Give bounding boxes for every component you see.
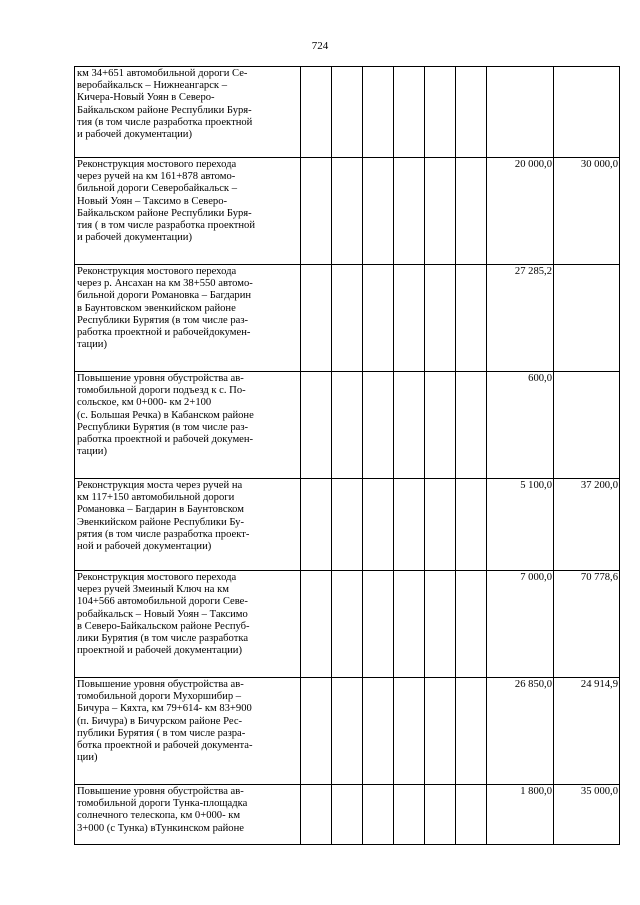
empty-cell	[394, 158, 425, 265]
empty-cell	[332, 479, 363, 571]
row-description-text: Повышение уровня обустройства ав- томобильной дороги подъезд к с. По- сольское, км 0+000- км 2+100 (с. Большая Речка) в Кабанском районе Республики Бурятия (в том числе раз- работка проектной и рабочей докумен- тации)	[77, 373, 254, 458]
empty-cell	[301, 479, 332, 571]
table-row	[75, 372, 620, 479]
value-cell-1	[487, 67, 554, 158]
table-row	[75, 678, 620, 785]
empty-cell	[301, 678, 332, 785]
empty-cell	[456, 479, 487, 571]
row-description	[75, 479, 301, 571]
row-description-text: Реконструкция моста через ручей на км 117+150 автомобильной дороги Романовка – Багдарин в Баунтовском Эвенкийском районе Республики Бу- рятия (в том числе разработка проект- ной и рабочей документации)	[77, 480, 250, 553]
empty-cell	[332, 158, 363, 265]
value-cell-1: 600,0	[487, 372, 554, 479]
row-description	[75, 265, 301, 372]
table-row	[75, 785, 620, 845]
empty-cell	[394, 372, 425, 479]
row-description	[75, 785, 301, 845]
table-row	[75, 67, 620, 158]
empty-cell	[332, 67, 363, 158]
budget-table	[74, 66, 620, 845]
value-cell-1: 1 800,0	[487, 785, 554, 845]
empty-cell	[363, 479, 394, 571]
empty-cell	[301, 571, 332, 678]
row-description-text: Повышение уровня обустройства ав- томобильной дороги Тунка-площадка солнечного телескопа, км 0+000- км 3+000 (с Тунка) вТункинском районе	[77, 786, 248, 834]
empty-cell	[456, 571, 487, 678]
row-description-text: Реконструкция мостового перехода через р. Ансахан на км 38+550 автомо- бильной дороги Романовка – Багдарин в Баунтовском эвенкийском районе Республики Бурятия (в том числе раз- работка проектной и рабочейдокумен- тации)	[77, 266, 253, 351]
row-description	[75, 678, 301, 785]
value-cell-2	[554, 372, 620, 479]
value-cell-2: 37 200,0	[554, 479, 620, 571]
empty-cell	[301, 265, 332, 372]
page-number: 724	[311, 40, 329, 52]
value-cell-1: 20 000,0	[487, 158, 554, 265]
value-cell-2: 35 000,0	[554, 785, 620, 845]
row-description	[75, 158, 301, 265]
empty-cell	[425, 372, 456, 479]
empty-cell	[363, 372, 394, 479]
empty-cell	[332, 571, 363, 678]
row-description	[75, 571, 301, 678]
table-row	[75, 571, 620, 678]
value-cell-1: 27 285,2	[487, 265, 554, 372]
table-row	[75, 479, 620, 571]
empty-cell	[394, 265, 425, 372]
empty-cell	[456, 67, 487, 158]
empty-cell	[456, 785, 487, 845]
empty-cell	[425, 479, 456, 571]
row-description-text: Реконструкция мостового перехода через ручей Змеиный Ключ на км 104+566 автомобильной дороги Севе- робайкальск – Новый Уоян – Таксимо в Северо-Байкальском районе Респуб- лики Бурятия (в том числе разработка проектной и рабочей документации)	[77, 572, 250, 657]
value-cell-2: 24 914,9	[554, 678, 620, 785]
empty-cell	[363, 158, 394, 265]
value-cell-1: 7 000,0	[487, 571, 554, 678]
row-description-text: Повышение уровня обустройства ав- томобильной дороги Мухоршибир – Бичура – Кяхта, км 79+614- км 83+900 (п. Бичура) в Бичурском районе Рес- публики Бурятия ( в том числе разра- ботка проектной и рабочей документа- ции)	[77, 679, 253, 764]
empty-cell	[301, 67, 332, 158]
empty-cell	[363, 265, 394, 372]
row-description-text: Реконструкция мостового перехода через ручей на км 161+878 автомо- бильной дороги Северобайкальск – Новый Уоян – Таксимо в Северо- Байкальском районе Республики Буря- тия ( в том числе разработка проектной и рабочей документации)	[77, 159, 255, 244]
empty-cell	[425, 67, 456, 158]
empty-cell	[363, 67, 394, 158]
empty-cell	[301, 158, 332, 265]
value-cell-2: 30 000,0	[554, 158, 620, 265]
empty-cell	[332, 265, 363, 372]
row-description-text: км 34+651 автомобильной дороги Се- веробайкальск – Нижнеангарск – Кичера-Новый Уоян в Северо- Байкальском районе Республики Буря- тия (в том числе разработка проектной и рабочей документации)	[77, 68, 253, 141]
empty-cell	[332, 678, 363, 785]
row-description	[75, 372, 301, 479]
empty-cell	[425, 158, 456, 265]
table-body	[75, 67, 620, 845]
table-row	[75, 158, 620, 265]
empty-cell	[301, 372, 332, 479]
empty-cell	[425, 678, 456, 785]
empty-cell	[394, 678, 425, 785]
empty-cell	[301, 785, 332, 845]
row-description	[75, 67, 301, 158]
value-cell-1: 5 100,0	[487, 479, 554, 571]
value-cell-2	[554, 265, 620, 372]
value-cell-2	[554, 67, 620, 158]
empty-cell	[425, 785, 456, 845]
empty-cell	[363, 571, 394, 678]
empty-cell	[394, 479, 425, 571]
empty-cell	[425, 265, 456, 372]
empty-cell	[332, 785, 363, 845]
value-cell-2: 70 778,6	[554, 571, 620, 678]
empty-cell	[394, 785, 425, 845]
table-row	[75, 265, 620, 372]
empty-cell	[425, 571, 456, 678]
value-cell-1: 26 850,0	[487, 678, 554, 785]
empty-cell	[394, 571, 425, 678]
empty-cell	[394, 67, 425, 158]
empty-cell	[456, 158, 487, 265]
empty-cell	[456, 265, 487, 372]
empty-cell	[456, 678, 487, 785]
empty-cell	[363, 785, 394, 845]
empty-cell	[332, 372, 363, 479]
empty-cell	[363, 678, 394, 785]
empty-cell	[456, 372, 487, 479]
